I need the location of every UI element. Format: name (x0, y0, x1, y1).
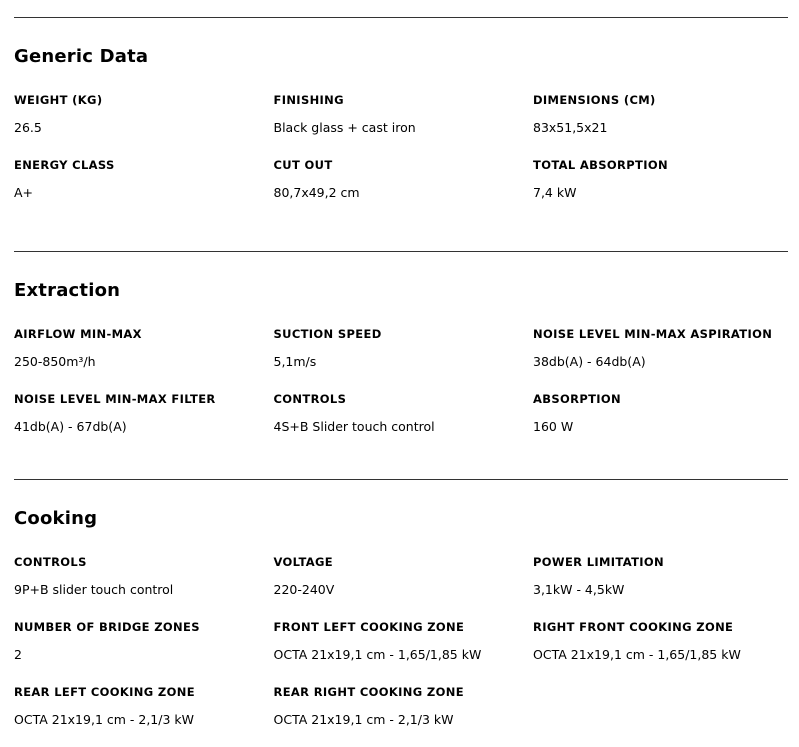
spec-label: POWER LIMITATION (533, 555, 665, 569)
spec-grid (14, 552, 788, 747)
spec-value: 3,1kW - 4,5kW (533, 582, 625, 597)
spec-item (533, 90, 788, 155)
spec-item (274, 155, 534, 220)
spec-item (533, 324, 788, 389)
spec-item (533, 617, 788, 682)
spec-item (274, 324, 534, 389)
section-title: Cooking (14, 508, 98, 529)
spec-label: VOLTAGE (273, 555, 333, 569)
spec-item (533, 155, 788, 220)
spec-label: NUMBER OF BRIDGE ZONES (14, 620, 200, 634)
spec-item (274, 389, 534, 454)
spec-item (274, 682, 534, 747)
spec-value: OCTA 21x19,1 cm - 1,65/1,85 kW (273, 647, 482, 662)
spec-value: Black glass + cast iron (273, 120, 416, 135)
section-cooking (14, 479, 788, 747)
spec-label: CONTROLS (14, 555, 87, 569)
spec-value: 5,1m/s (273, 354, 317, 369)
spec-item (274, 617, 534, 682)
spec-item (274, 90, 534, 155)
spec-item (14, 90, 274, 155)
spec-label: CONTROLS (273, 392, 347, 406)
section-title: Extraction (14, 280, 121, 301)
spec-label: DIMENSIONS (CM) (533, 93, 656, 107)
spec-value: 38db(A) - 64db(A) (533, 354, 646, 369)
spec-label: TOTAL ABSORPTION (533, 158, 668, 172)
spec-value: 4S+B Slider touch control (273, 419, 435, 434)
spec-grid (14, 90, 788, 220)
spec-label: FINISHING (273, 93, 344, 107)
spec-label: FRONT LEFT COOKING ZONE (273, 620, 465, 634)
spec-label: NOISE LEVEL MIN-MAX FILTER (14, 392, 216, 406)
spec-item (14, 324, 274, 389)
section-generic-data (14, 17, 788, 220)
spec-item (14, 155, 274, 220)
spec-value: 2 (14, 647, 22, 662)
spec-value: 80,7x49,2 cm (273, 185, 360, 200)
spec-item (14, 682, 274, 747)
section-title: Generic Data (14, 46, 149, 67)
spec-label: REAR LEFT COOKING ZONE (14, 685, 195, 699)
spec-page (0, 17, 799, 747)
spec-value: OCTA 21x19,1 cm - 1,65/1,85 kW (533, 647, 741, 662)
spec-label: ENERGY CLASS (14, 158, 115, 172)
spec-value: 250-850m³/h (14, 354, 96, 369)
spec-label: NOISE LEVEL MIN-MAX ASPIRATION (533, 327, 773, 341)
spec-value: OCTA 21x19,1 cm - 2,1/3 kW (14, 712, 194, 727)
spec-label: CUT OUT (273, 158, 333, 172)
spec-value: 160 W (533, 419, 574, 434)
spec-value: 9P+B slider touch control (14, 582, 174, 597)
spec-value: OCTA 21x19,1 cm - 2,1/3 kW (273, 712, 454, 727)
spec-value: 220-240V (273, 582, 335, 597)
spec-item (14, 617, 274, 682)
spec-label: RIGHT FRONT COOKING ZONE (533, 620, 734, 634)
spec-grid (14, 324, 788, 454)
spec-label: SUCTION SPEED (273, 327, 382, 341)
spec-label: AIRFLOW MIN-MAX (14, 327, 142, 341)
spec-value: 26.5 (14, 120, 42, 135)
spec-item (14, 389, 274, 454)
spec-value: 7,4 kW (533, 185, 577, 200)
section-extraction (14, 251, 788, 454)
spec-item (14, 552, 274, 617)
spec-item (274, 552, 534, 617)
spec-item (533, 389, 788, 454)
spec-value: A+ (14, 185, 34, 200)
spec-label: WEIGHT (KG) (14, 93, 103, 107)
spec-item (533, 552, 788, 617)
spec-label: REAR RIGHT COOKING ZONE (273, 685, 464, 699)
spec-value: 41db(A) - 67db(A) (14, 419, 127, 434)
spec-value: 83x51,5x21 (533, 120, 608, 135)
spec-label: ABSORPTION (533, 392, 622, 406)
